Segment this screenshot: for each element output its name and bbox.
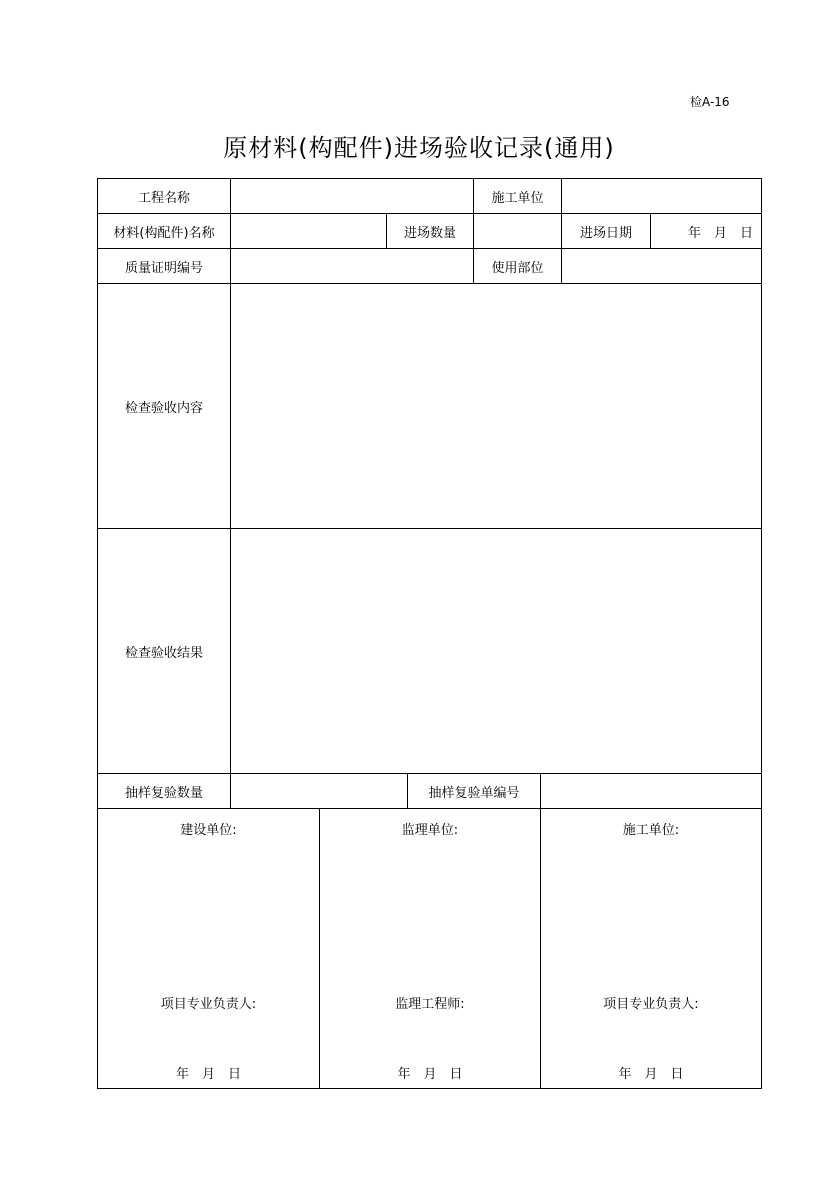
inspection-result-field[interactable]	[231, 529, 761, 774]
contractor-unit-label: 施工单位:	[622, 823, 680, 838]
contractor-signature-block	[541, 809, 761, 1088]
owner-signature-block	[98, 809, 320, 1088]
sample-report-no-field[interactable]	[541, 774, 761, 809]
entry-date-field[interactable]: 年 月 日	[651, 214, 761, 249]
inspection-content-field[interactable]	[231, 284, 761, 529]
project-name-label: 工程名称	[98, 179, 231, 214]
usage-location-label: 使用部位	[474, 249, 562, 284]
supervisor-engineer-label: 监理工程师:	[395, 997, 465, 1012]
owner-responsible-label: 项目专业负责人:	[160, 997, 257, 1012]
quantity-label: 进场数量	[387, 214, 474, 249]
sample-quantity-field[interactable]	[231, 774, 408, 809]
quality-cert-field[interactable]	[231, 249, 474, 284]
material-name-label: 材料(构配件)名称	[98, 214, 231, 249]
owner-sign-date: 年 月 日	[175, 1067, 241, 1082]
entry-date-label: 进场日期	[562, 214, 651, 249]
supervisor-unit-label: 监理单位:	[401, 823, 459, 838]
inspection-content-label: 检查验收内容	[98, 284, 231, 529]
document-code: 检A-16	[690, 95, 730, 109]
page-title: 原材料(构配件)进场验收记录(通用)	[223, 134, 615, 162]
supervisor-sign-date: 年 月 日	[397, 1067, 463, 1082]
construction-unit-field[interactable]	[562, 179, 761, 214]
construction-unit-label: 施工单位	[474, 179, 562, 214]
supervisor-signature-block	[320, 809, 541, 1088]
quality-cert-label: 质量证明编号	[98, 249, 231, 284]
owner-unit-label: 建设单位:	[180, 823, 237, 838]
material-name-field[interactable]	[231, 214, 387, 249]
inspection-form	[97, 178, 762, 1089]
project-name-field[interactable]	[231, 179, 474, 214]
usage-location-field[interactable]	[562, 249, 761, 284]
sample-quantity-label: 抽样复验数量	[98, 774, 231, 809]
contractor-responsible-label: 项目专业负责人:	[603, 997, 699, 1012]
sample-report-no-label: 抽样复验单编号	[408, 774, 541, 809]
inspection-result-label: 检查验收结果	[98, 529, 231, 774]
contractor-sign-date: 年 月 日	[618, 1067, 684, 1082]
quantity-field[interactable]	[474, 214, 562, 249]
